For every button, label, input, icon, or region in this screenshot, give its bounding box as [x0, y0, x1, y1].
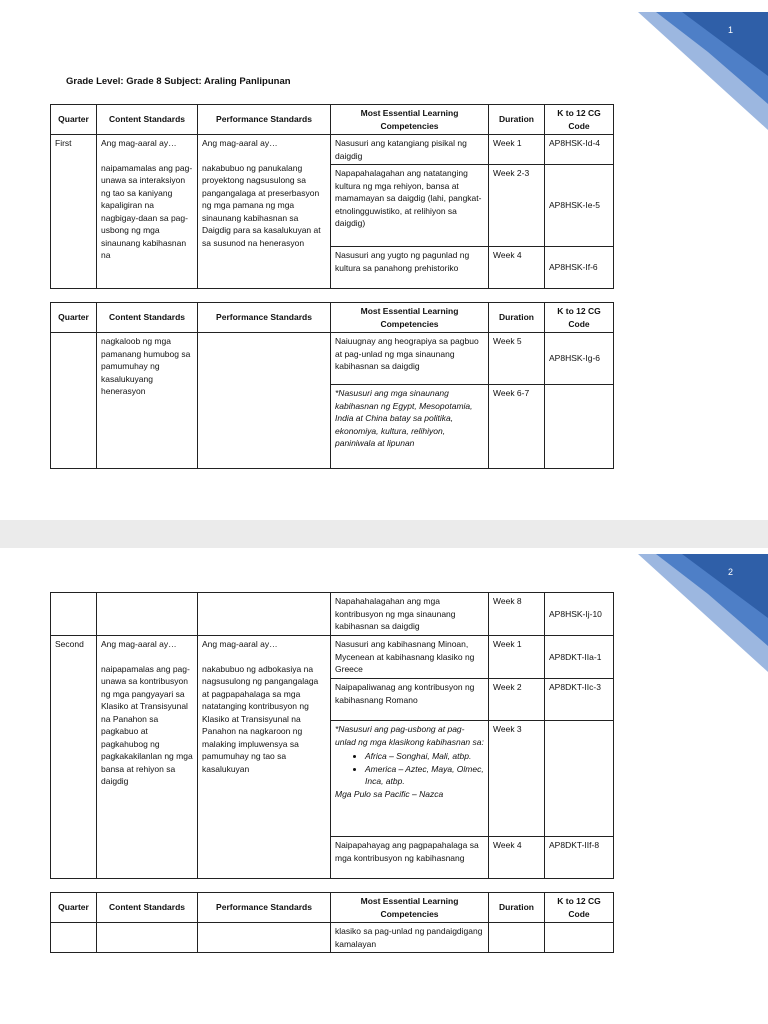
- melc-cell: klasiko sa pag-unlad ng pandaigdigang kamalayan: [331, 923, 489, 953]
- melc-bullet-list: [335, 750, 484, 788]
- content-standards-text: naipapamalas ang pag- unawa sa kontribusyon ng mga pangyayari sa Klasiko at Transisyunal na Panahon sa pagkabuo at pagkahubog ng pagkakakilanlan ng mga bansa at rehiyon sa daigdig: [101, 663, 193, 786]
- header-melc: Most Essential Learning Competencies: [331, 105, 489, 135]
- content-standards-cell: [97, 135, 198, 289]
- header-duration: Duration: [489, 105, 545, 135]
- cg-code-cell: [545, 385, 614, 469]
- header-melc: Most Essential Learning Competencies: [331, 893, 489, 923]
- duration-cell: Week 2: [489, 679, 545, 721]
- duration-cell: Week 3: [489, 721, 545, 837]
- duration-cell: Week 1: [489, 135, 545, 165]
- curriculum-table-1: [50, 104, 614, 289]
- table-row: [51, 593, 614, 636]
- quarter-cell: [51, 923, 97, 953]
- cg-code-cell: AP8HSK-Ij-10: [545, 593, 614, 636]
- content-standards-intro: Ang mag-aaral ay…: [101, 639, 177, 649]
- melc-cell: Napahahalagahan ang mga kontribusyon ng mga sinaunang kabihasnan sa daigdig: [331, 593, 489, 636]
- melc-intro: *Nasusuri ang pag-usbong at pag-unlad ng mga klasikong kabihasnan sa:: [335, 724, 484, 747]
- header-melc: Most Essential Learning Competencies: [331, 303, 489, 333]
- quarter-cell: First: [51, 135, 97, 289]
- table-row: [51, 135, 614, 165]
- cg-code-cell: AP8DKT-IIa-1: [545, 636, 614, 679]
- quarter-cell: Second: [51, 636, 97, 879]
- page-corner-decoration: [638, 12, 768, 130]
- duration-cell: Week 2-3: [489, 165, 545, 247]
- page-corner-decoration: [638, 554, 768, 672]
- melc-cell: Naipapaliwanag ang kontribusyon ng kabihasnang Romano: [331, 679, 489, 721]
- header-cg-code: K to 12 CG Code: [545, 105, 614, 135]
- header-performance-standards: Performance Standards: [198, 303, 331, 333]
- table-header-row: [51, 105, 614, 135]
- cg-code-cell: [545, 923, 614, 953]
- table-header-row: [51, 893, 614, 923]
- performance-standards-text: nakabubuo ng adbokasiya na nagsusulong ng pangangalaga at pagpapahalaga sa mga natatanging kontribusyon ng Klasiko at Transisyunal na Panahon na nagkaroon ng malaking impluwensya sa pamumuhay ng tao sa kasalukuyan: [202, 663, 319, 774]
- melc-cell: Nasusuri ang yugto ng pagunlad ng kultura sa panahong prehistoriko: [331, 247, 489, 289]
- cg-code-cell: AP8HSK-If-6: [545, 247, 614, 289]
- performance-standards-intro: Ang mag-aaral ay…: [202, 639, 278, 649]
- duration-cell: [489, 923, 545, 953]
- duration-cell: Week 6-7: [489, 385, 545, 469]
- table-header-row: [51, 303, 614, 333]
- performance-standards-cell: [198, 135, 331, 289]
- melc-cell: Napapahalagahan ang natatanging kultura ng mga rehiyon, bansa at mamamayan sa daigdig (lahi, pangkat-etnolingguwistiko, at relihiyon sa daigdig): [331, 165, 489, 247]
- duration-cell: Week 1: [489, 636, 545, 679]
- header-content-standards: Content Standards: [97, 303, 198, 333]
- page-number: 2: [727, 567, 733, 577]
- quarter-cell: [51, 593, 97, 636]
- content-standards-cell: [97, 923, 198, 953]
- cg-code-cell: [545, 721, 614, 837]
- duration-cell: Week 8: [489, 593, 545, 636]
- content-standards-cell: [97, 593, 198, 636]
- table-row: [51, 636, 614, 679]
- melc-cell: Naipapahayag ang pagpapahalaga sa mga kontribusyon ng kabihasnang: [331, 837, 489, 879]
- list-item: • Africa – Songhai, Mali, atbp.: [365, 750, 484, 763]
- cg-code-cell: AP8HSK-Ie-5: [545, 165, 614, 247]
- header-duration: Duration: [489, 303, 545, 333]
- content-standards-intro: Ang mag-aaral ay…: [101, 138, 177, 148]
- header-quarter: Quarter: [51, 105, 97, 135]
- grade-subject-heading: Grade Level: Grade 8 Subject: Araling Panlipunan: [66, 76, 291, 87]
- curriculum-table-3: [50, 592, 614, 879]
- header-content-standards: Content Standards: [97, 893, 198, 923]
- header-performance-standards: Performance Standards: [198, 893, 331, 923]
- melc-cell: Nasusuri ang kabihasnang Minoan, Mycenean at kabihasnang klasiko ng Greece: [331, 636, 489, 679]
- melc-cell: *Nasusuri ang mga sinaunang kabihasnan ng Egypt, Mesopotamia, India at China batay sa politika, ekonomiya, kultura, relihiyon, paniniwala at lipunan: [331, 385, 489, 469]
- melc-cell: Naiuugnay ang heograpiya sa pagbuo at pag-unlad ng mga sinaunang kabihasnan sa daigdig: [331, 333, 489, 385]
- performance-standards-intro: Ang mag-aaral ay…: [202, 138, 278, 148]
- melc-outro: Mga Pulo sa Pacific – Nazca: [335, 788, 444, 799]
- header-quarter: Quarter: [51, 893, 97, 923]
- performance-standards-text: nakabubuo ng panukalang proyektong nagsusulong sa pangangalaga at preserbasyon ng mga pamana ng mga sinaunang kabihasnan sa Daigdig para sa kasalukuyan at sa susunod na henerasyon: [202, 162, 321, 248]
- header-content-standards: Content Standards: [97, 105, 198, 135]
- document-page-2: [0, 548, 768, 1024]
- header-cg-code: K to 12 CG Code: [545, 893, 614, 923]
- header-duration: Duration: [489, 893, 545, 923]
- melc-cell: Nasusuri ang katangiang pisikal ng daigdig: [331, 135, 489, 165]
- cg-code-cell: AP8HSK-Id-4: [545, 135, 614, 165]
- performance-standards-cell: [198, 333, 331, 469]
- curriculum-table-4: [50, 892, 614, 953]
- performance-standards-cell: [198, 593, 331, 636]
- duration-cell: Week 4: [489, 247, 545, 289]
- duration-cell: Week 5: [489, 333, 545, 385]
- page-number: 1: [727, 25, 733, 35]
- content-standards-text: naipamamalas ang pag-unawa sa interaksiyon ng tao sa kaniyang kapaligiran na nagbigay-daan sa pag-usbong ng mga sinaunang kabihasnan na: [101, 162, 193, 260]
- cg-code-cell: AP8DKT-IIc-3: [545, 679, 614, 721]
- list-item: • America – Aztec, Maya, Olmec, Inca, atbp.: [365, 763, 484, 788]
- cg-code-cell: AP8HSK-Ig-6: [545, 333, 614, 385]
- cg-code-cell: AP8DKT-IIf-8: [545, 837, 614, 879]
- content-standards-cell: [97, 636, 198, 879]
- curriculum-table-2: [50, 302, 614, 469]
- header-quarter: Quarter: [51, 303, 97, 333]
- performance-standards-cell: [198, 923, 331, 953]
- header-performance-standards: Performance Standards: [198, 105, 331, 135]
- duration-cell: Week 4: [489, 837, 545, 879]
- performance-standards-cell: [198, 636, 331, 879]
- header-cg-code: K to 12 CG Code: [545, 303, 614, 333]
- table-row: [51, 923, 614, 953]
- quarter-cell: [51, 333, 97, 469]
- table-row: [51, 333, 614, 385]
- melc-cell: [331, 721, 489, 837]
- content-standards-cell: nagkaloob ng mga pamanang humubog sa pamumuhay ng kasalukuyang henerasyon: [97, 333, 198, 469]
